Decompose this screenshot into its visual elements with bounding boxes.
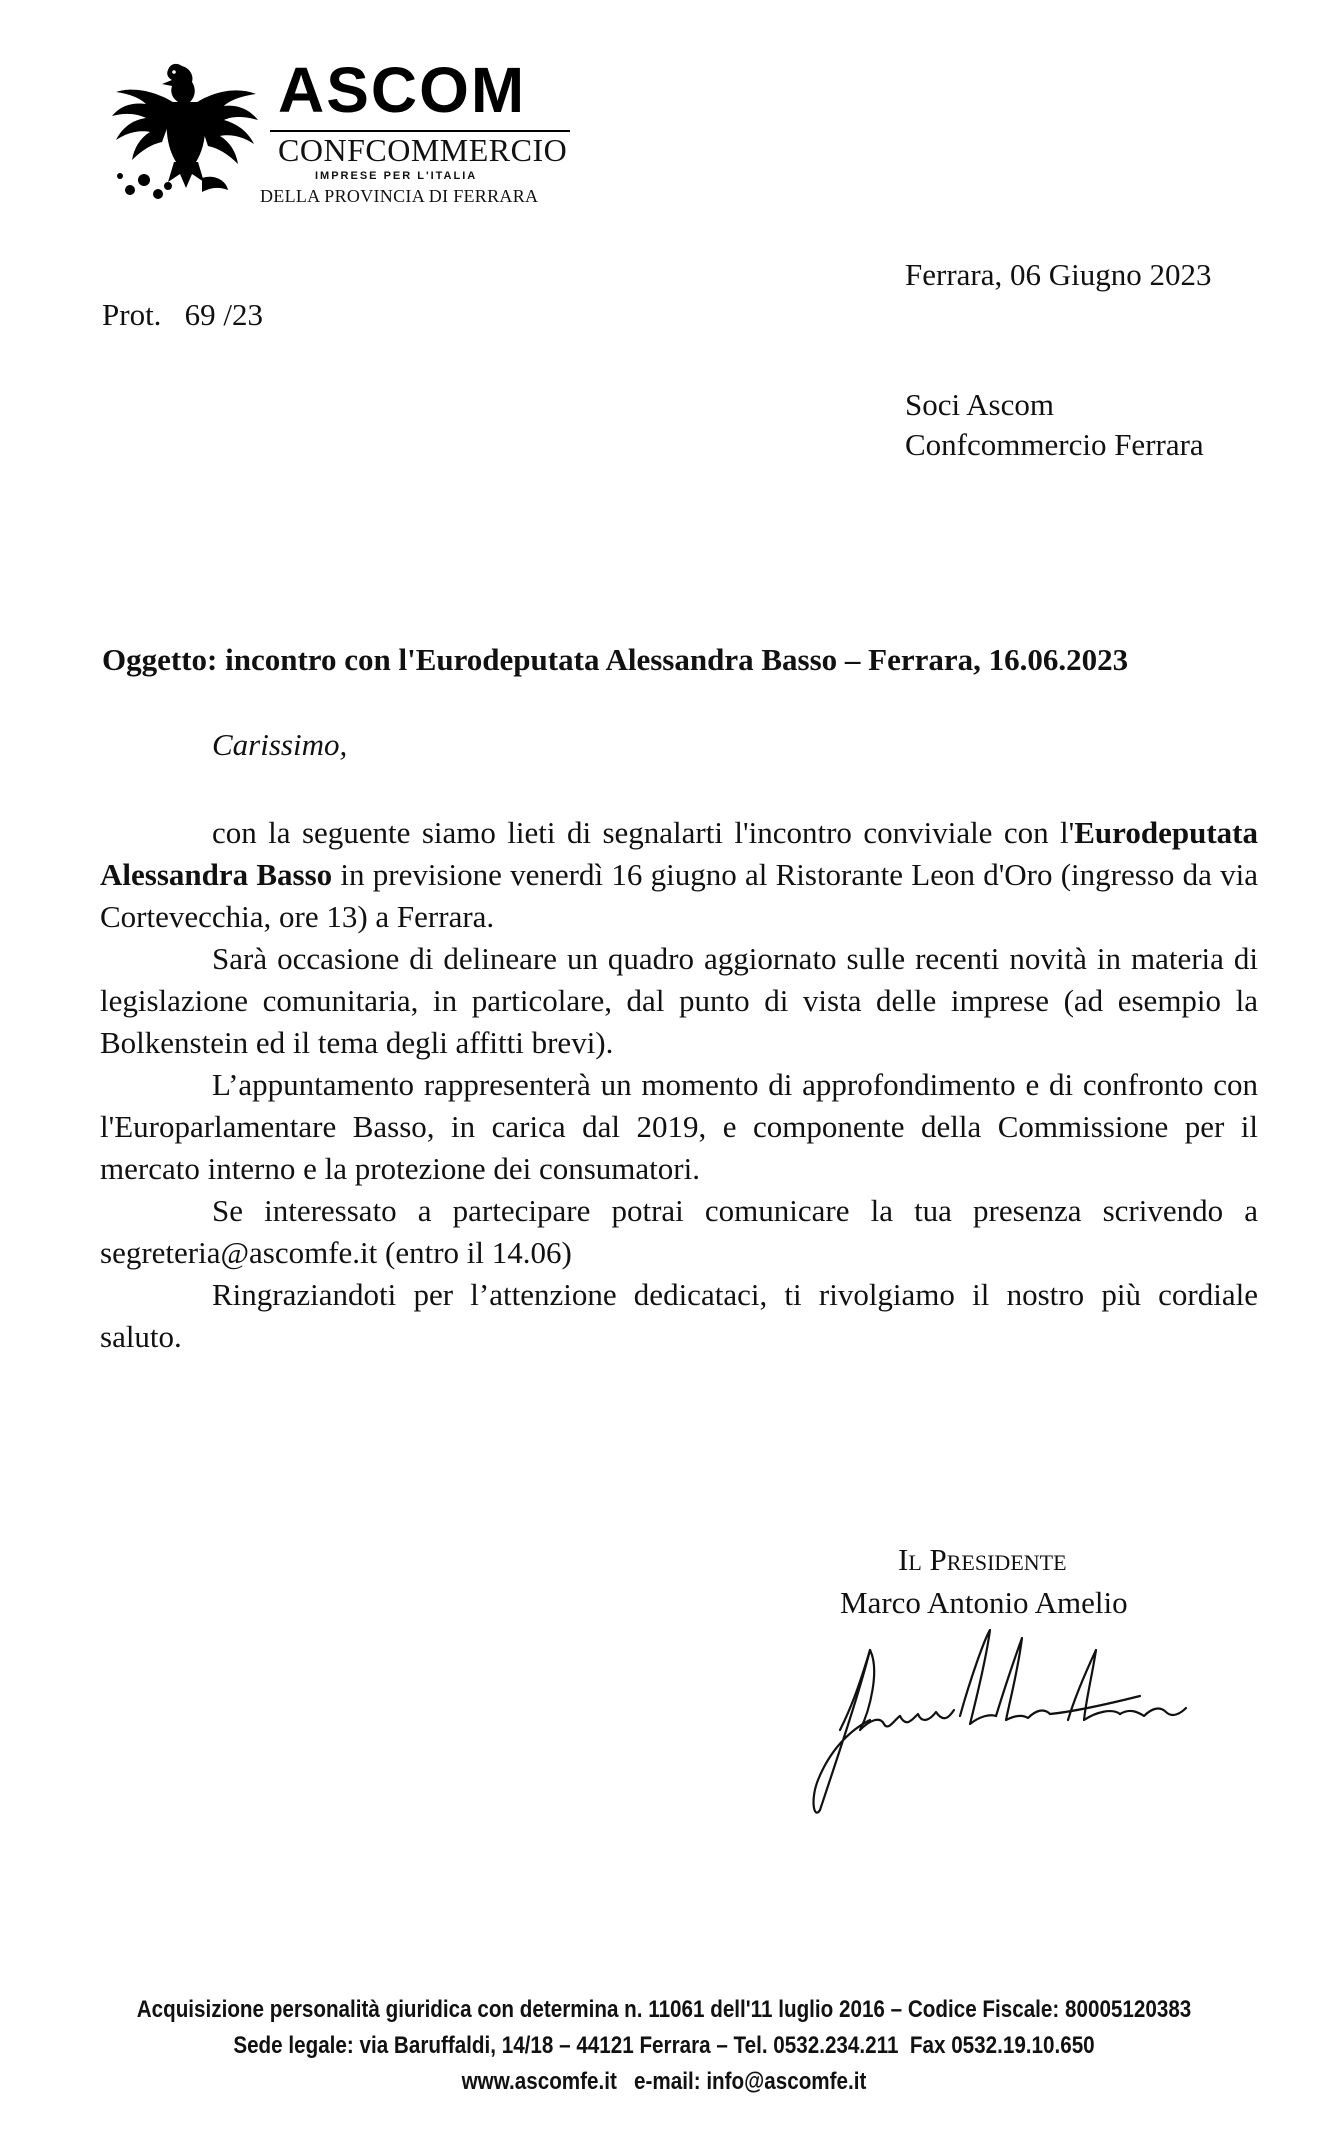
logo-title: ASCOM xyxy=(278,54,527,126)
body-paragraph: L’appuntamento rappresenterà un momento di approfondimento e di confronto con l'Europarlamentare Basso, in carica dal 2019, e componente della Commissione per il mercato interno e la protezione dei consumatori. xyxy=(100,1067,1258,1186)
body-text: con la seguente siamo lieti di segnalarti l'incontro conviviale con l' xyxy=(212,815,1075,850)
body-paragraph: Se interessato a partecipare potrai comunicare la tua presenza scrivendo a segreteria@ascomfe.it (entro il 14.06) xyxy=(100,1193,1258,1270)
body-paragraph xyxy=(100,812,1258,938)
footer-address-line: Sede legale: via Baruffaldi, 14/18 – 44121 Ferrara – Tel. 0532.234.211 Fax 0532.19.10.650 xyxy=(233,2032,1095,2059)
eagle-icon xyxy=(110,58,260,206)
logo-tagline: IMPRESE PER L'ITALIA xyxy=(315,170,478,182)
recipient-line: Soci Ascom xyxy=(905,387,1054,422)
logo-confcommercio: CONFCOMMERCIO xyxy=(278,132,568,168)
footer-contact-line: www.ascomfe.it e-mail: info@ascomfe.it xyxy=(461,2068,867,2095)
letter-greeting: Carissimo, xyxy=(212,727,348,762)
ascom-logo xyxy=(110,54,570,208)
recipient-block xyxy=(905,385,1204,464)
body-text: in previsione venerdì 16 giugno al Ristorante Leon d'Oro (ingresso da via Cortevecchia, ore 13) a Ferrara. xyxy=(100,857,1259,934)
body-highlight: Eurodeputata Alessandra Basso xyxy=(100,815,1258,892)
body-paragraph: Sarà occasione di delineare un quadro aggiornato sulle recenti novità in materia di legislazione comunitaria, in particolare, dal punto di vista delle imprese (ad esempio la Bolkenstein ed il tema degli affitti brevi). xyxy=(100,941,1258,1060)
signatory-title: Il Presidente xyxy=(898,1542,1067,1577)
recipient-line: Confcommercio Ferrara xyxy=(905,426,1204,462)
letter-body xyxy=(100,812,1258,1358)
letter-footer xyxy=(93,1992,1235,2100)
letter-date: Ferrara, 06 Giugno 2023 xyxy=(905,257,1212,292)
footer-legal-line: Acquisizione personalità giuridica con determina n. 11061 dell'11 luglio 2016 – Codice Fiscale: 80005120383 xyxy=(136,1996,1192,2023)
letter-subject: Oggetto: incontro con l'Eurodeputata Alessandra Basso – Ferrara, 16.06.2023 xyxy=(102,642,1129,677)
protocol-number: Prot. 69 /23 xyxy=(102,297,264,332)
signatory-name: Marco Antonio Amelio xyxy=(840,1585,1128,1620)
body-paragraph: Ringraziandoti per l’attenzione dedicataci, ti rivolgiamo il nostro più cordiale saluto. xyxy=(100,1277,1258,1354)
handwritten-signature xyxy=(800,1620,1220,1820)
logo-province: DELLA PROVINCIA DI FERRARA xyxy=(260,186,539,206)
